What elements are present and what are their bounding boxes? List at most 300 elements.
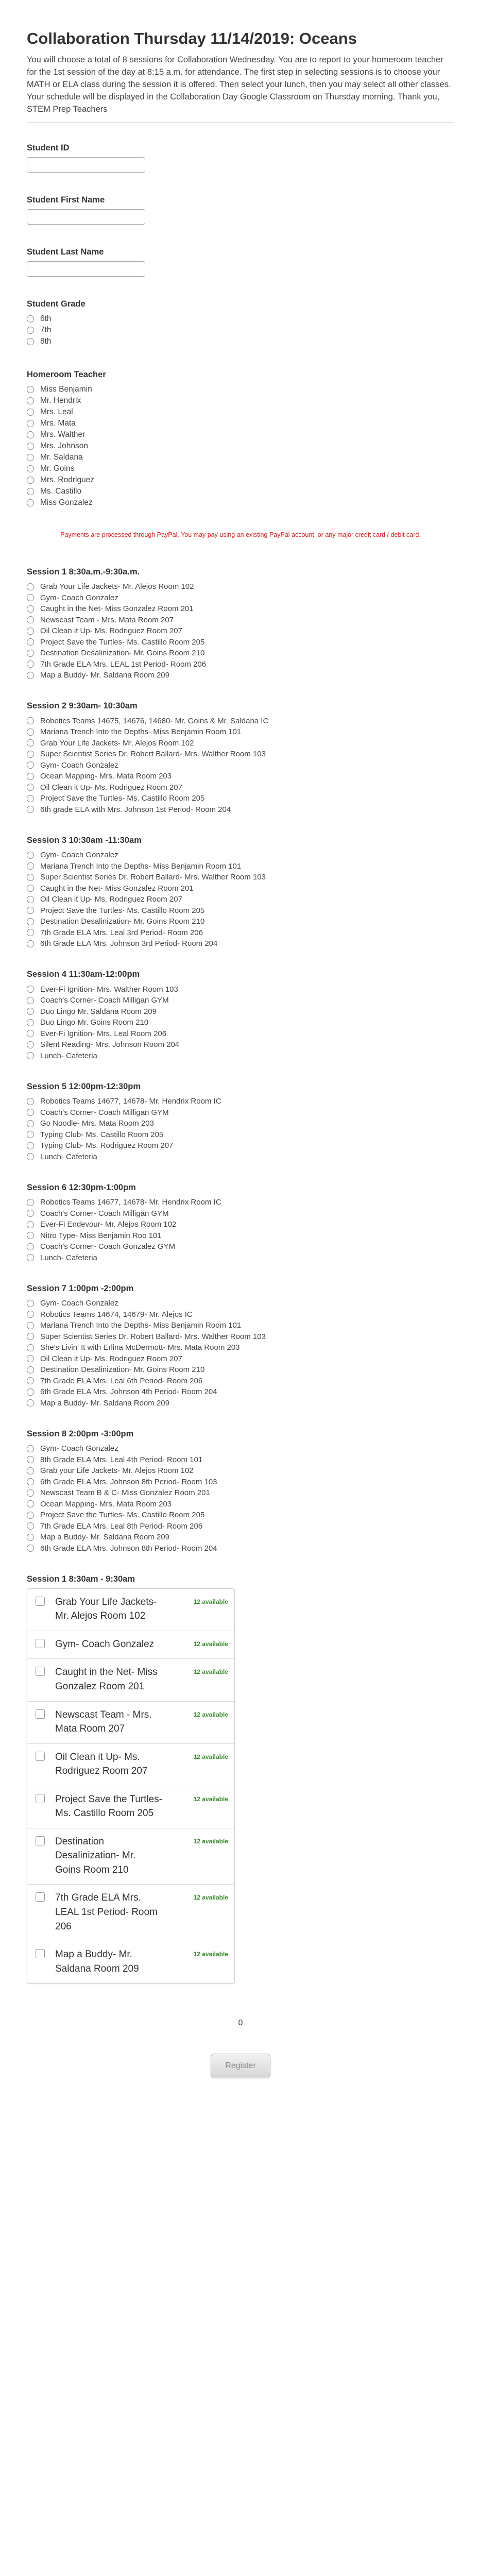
radio-button[interactable] bbox=[27, 761, 34, 769]
session-3-field bbox=[27, 836, 452, 950]
radio-option-label: 7th Grade ELA Mrs. Leal 6th Period- Room 206 bbox=[40, 1376, 203, 1385]
session-8-option[interactable] bbox=[27, 1476, 452, 1487]
session-8-option[interactable] bbox=[27, 1520, 452, 1532]
homeroom-option[interactable] bbox=[27, 486, 452, 497]
radio-option-label: Gym- Coach Gonzalez bbox=[40, 1299, 118, 1308]
radio-button[interactable] bbox=[27, 918, 34, 925]
card-option-label: Oil Clean it Up- Ms. Rodriguez Room 207 bbox=[55, 1751, 148, 1777]
radio-button[interactable] bbox=[27, 1366, 34, 1374]
radio-option-label: Coach's Corner- Coach Gonzalez GYM bbox=[40, 1242, 176, 1251]
radio-option-label: Map a Buddy- Mr. Saldana Room 209 bbox=[40, 1398, 169, 1408]
last-name-field bbox=[27, 247, 452, 277]
radio-button[interactable] bbox=[27, 1522, 34, 1530]
radio-option-label: Mariana Trench Into the Depths- Miss Benjamin Room 101 bbox=[40, 727, 242, 737]
radio-button[interactable] bbox=[27, 1153, 34, 1160]
checkbox[interactable] bbox=[36, 1709, 45, 1719]
radio-option-label: Grab Your Life Jackets- Mr. Alejos Room 102 bbox=[40, 582, 194, 591]
session-2-radio-group bbox=[27, 715, 452, 815]
homeroom-label: Homeroom Teacher bbox=[27, 369, 106, 379]
grade-option[interactable] bbox=[27, 325, 452, 336]
last-name-label: Student Last Name bbox=[27, 247, 104, 257]
radio-option-label: Newscast Team - Mrs. Mata Room 207 bbox=[40, 615, 174, 624]
radio-option-label: Miss Gonzalez bbox=[40, 498, 93, 507]
radio-button[interactable] bbox=[27, 420, 34, 427]
session-1-option[interactable] bbox=[27, 625, 452, 637]
radio-option-label: Ocean Mapping- Mrs. Mata Room 203 bbox=[40, 1499, 172, 1509]
radio-button[interactable] bbox=[27, 1243, 34, 1250]
radio-button[interactable] bbox=[27, 605, 34, 613]
session-1-radio-group bbox=[27, 581, 452, 681]
radio-option-label: Lunch- Cafeteria bbox=[40, 1152, 97, 1161]
grade-field bbox=[27, 299, 452, 347]
radio-option-label: She's Livin' It with Erlina McDermott- Mrs. Mata Room 203 bbox=[40, 1343, 240, 1352]
radio-button[interactable] bbox=[27, 397, 34, 404]
radio-option-label: Coach's Corner- Coach Milligan GYM bbox=[40, 996, 169, 1005]
register-button[interactable]: Register bbox=[211, 2054, 270, 2077]
radio-button[interactable] bbox=[27, 1333, 34, 1340]
radio-button[interactable] bbox=[27, 1120, 34, 1127]
session-1-option[interactable] bbox=[27, 581, 452, 592]
radio-button[interactable] bbox=[27, 1344, 34, 1351]
radio-button[interactable] bbox=[27, 862, 34, 870]
session-3-radio-group bbox=[27, 850, 452, 950]
session-3-option[interactable] bbox=[27, 894, 452, 905]
radio-option-label: Typing Club- Ms. Castillo Room 205 bbox=[40, 1130, 164, 1139]
grade-label: Student Grade bbox=[27, 299, 85, 309]
radio-button[interactable] bbox=[27, 443, 34, 450]
radio-option-label: 8th bbox=[40, 336, 52, 346]
session-option-card[interactable] bbox=[27, 1589, 234, 1631]
homeroom-option[interactable] bbox=[27, 440, 452, 452]
radio-option-label: Lunch- Cafeteria bbox=[40, 1051, 97, 1060]
radio-button[interactable] bbox=[27, 1142, 34, 1149]
radio-button[interactable] bbox=[27, 929, 34, 936]
radio-option-label: Project Save the Turtles- Ms. Castillo Room 205 bbox=[40, 637, 205, 647]
card-option-label: 7th Grade ELA Mrs. LEAL 1st Period- Room 206 bbox=[55, 1892, 158, 1932]
checkbox[interactable] bbox=[36, 1639, 45, 1648]
radio-button[interactable] bbox=[27, 806, 34, 813]
session-5-option[interactable] bbox=[27, 1096, 452, 1107]
radio-button[interactable] bbox=[27, 499, 34, 506]
availability-badge: 12 available bbox=[193, 1753, 228, 1760]
grade-option[interactable] bbox=[27, 336, 452, 347]
session-7-option[interactable] bbox=[27, 1386, 452, 1398]
homeroom-option[interactable] bbox=[27, 429, 452, 440]
session-option-card[interactable] bbox=[27, 1828, 234, 1885]
radio-button[interactable] bbox=[27, 1232, 34, 1239]
session-8-radio-group bbox=[27, 1443, 452, 1554]
session-5-label: Session 5 12:00pm-12:30pm bbox=[27, 1081, 141, 1091]
session-1-option[interactable] bbox=[27, 603, 452, 615]
radio-option-label: 8th Grade ELA Mrs. Leal 4th Period- Room 101 bbox=[40, 1455, 203, 1464]
radio-button[interactable] bbox=[27, 907, 34, 914]
session-8-option[interactable] bbox=[27, 1498, 452, 1510]
radio-button[interactable] bbox=[27, 409, 34, 416]
availability-badge: 12 available bbox=[193, 1951, 228, 1958]
availability-badge: 12 available bbox=[193, 1668, 228, 1676]
radio-button[interactable] bbox=[27, 1008, 34, 1015]
radio-button[interactable] bbox=[27, 338, 34, 345]
session-6-radio-group bbox=[27, 1197, 452, 1263]
form-description: You will choose a total of 8 sessions for Collaboration Wednesday. You are to report to your homeroom teacher for the 1st session of the day at 8:15 a.m. for attendance. The first step in selecting sessions is to choose your MATH or ELA class during the session it is offered. Then select your lunch, then you may select all other classes. Your schedule will be displayed in the Collaboration Day Google Classroom on Thursday morning. Thank you, STEM Prep Teachers bbox=[27, 55, 451, 114]
radio-button[interactable] bbox=[27, 454, 34, 461]
radio-option-label: Mariana Trench Into the Depths- Miss Benjamin Room 101 bbox=[40, 861, 242, 871]
radio-button[interactable] bbox=[27, 1300, 34, 1307]
radio-button[interactable] bbox=[27, 583, 34, 590]
radio-button[interactable] bbox=[27, 650, 34, 657]
session-6-option[interactable] bbox=[27, 1208, 452, 1219]
homeroom-option[interactable] bbox=[27, 474, 452, 486]
session-8-field bbox=[27, 1429, 452, 1554]
radio-button[interactable] bbox=[27, 997, 34, 1004]
radio-button[interactable] bbox=[27, 638, 34, 646]
session-8-label: Session 8 2:00pm -3:00pm bbox=[27, 1429, 134, 1438]
session-6-option[interactable] bbox=[27, 1241, 452, 1252]
grade-option[interactable] bbox=[27, 313, 452, 325]
session-1-label: Session 1 8:30a.m.-9:30a.m. bbox=[27, 567, 140, 577]
radio-button[interactable] bbox=[27, 728, 34, 736]
radio-option-label: Caught in the Net- Miss Gonzalez Room 201 bbox=[40, 884, 194, 893]
radio-button[interactable] bbox=[27, 1445, 34, 1452]
radio-button[interactable] bbox=[27, 986, 34, 993]
radio-button[interactable] bbox=[27, 874, 34, 881]
session-4-option[interactable] bbox=[27, 984, 452, 995]
session-2-option[interactable] bbox=[27, 759, 452, 771]
radio-option-label: 7th Grade ELA Mrs. Leal 8th Period- Room 206 bbox=[40, 1521, 203, 1531]
session-8-option[interactable] bbox=[27, 1465, 452, 1477]
radio-option-label: 6th bbox=[40, 314, 52, 323]
radio-option-label: Super Scientist Series Dr. Robert Ballard- Mrs. Walther Room 103 bbox=[40, 1332, 266, 1341]
checkbox[interactable] bbox=[36, 1836, 45, 1845]
radio-button[interactable] bbox=[27, 1019, 34, 1026]
session-4-option[interactable] bbox=[27, 1039, 452, 1050]
sessions-container bbox=[27, 567, 452, 1554]
session-6-label: Session 6 12:30pm-1:00pm bbox=[27, 1182, 136, 1192]
radio-button[interactable] bbox=[27, 1500, 34, 1507]
session-option-card[interactable] bbox=[27, 1941, 234, 1983]
radio-option-label: Ever-Fi Ignition- Mrs. Walther Room 103 bbox=[40, 985, 178, 994]
radio-button[interactable] bbox=[27, 1041, 34, 1048]
session-4-option[interactable] bbox=[27, 1028, 452, 1039]
radio-button[interactable] bbox=[27, 1534, 34, 1541]
session-5-option[interactable] bbox=[27, 1107, 452, 1118]
radio-button[interactable] bbox=[27, 594, 34, 601]
radio-button[interactable] bbox=[27, 795, 34, 802]
radio-option-label: 6th Grade ELA Mrs. Johnson 8th Period- Room 204 bbox=[40, 1544, 217, 1553]
radio-button[interactable] bbox=[27, 1377, 34, 1384]
session-7-option[interactable] bbox=[27, 1353, 452, 1364]
session-2-option[interactable] bbox=[27, 715, 452, 726]
radio-button[interactable] bbox=[27, 628, 34, 635]
session-option-card[interactable] bbox=[27, 1659, 234, 1701]
session-7-option[interactable] bbox=[27, 1342, 452, 1353]
radio-button[interactable] bbox=[27, 465, 34, 472]
session-3-label: Session 3 10:30am -11:30am bbox=[27, 835, 142, 845]
session-7-option[interactable] bbox=[27, 1364, 452, 1376]
divider bbox=[27, 122, 454, 123]
session-3-option[interactable] bbox=[27, 860, 452, 872]
session-6-option[interactable] bbox=[27, 1219, 452, 1230]
radio-button[interactable] bbox=[27, 1478, 34, 1485]
availability-badge: 12 available bbox=[193, 1795, 228, 1803]
checkbox[interactable] bbox=[36, 1892, 45, 1902]
radio-option-label: Map a Buddy- Mr. Saldana Room 209 bbox=[40, 1533, 169, 1542]
checkbox[interactable] bbox=[36, 1794, 45, 1803]
session-7-option[interactable] bbox=[27, 1375, 452, 1386]
session-5-option[interactable] bbox=[27, 1129, 452, 1140]
card-option-label: Newscast Team - Mrs. Mata Room 207 bbox=[55, 1709, 152, 1735]
radio-option-label: Grab Your Life Jackets- Mr. Alejos Room 102 bbox=[40, 738, 194, 748]
radio-option-label: Mrs. Rodriguez bbox=[40, 475, 95, 484]
radio-button[interactable] bbox=[27, 1355, 34, 1362]
radio-option-label: Gym- Coach Gonzalez bbox=[40, 851, 118, 860]
session-2-field bbox=[27, 701, 452, 815]
card-option-label: Project Save the Turtles- Ms. Castillo Room 205 bbox=[55, 1793, 163, 1819]
homeroom-option[interactable] bbox=[27, 406, 452, 418]
radio-option-label: Duo Lingo Mr. Saldana Room 209 bbox=[40, 1007, 157, 1016]
session-4-option[interactable] bbox=[27, 995, 452, 1006]
session-7-option[interactable] bbox=[27, 1331, 452, 1342]
radio-button[interactable] bbox=[27, 616, 34, 623]
session-7-option[interactable] bbox=[27, 1320, 452, 1331]
card-option-label: Grab Your Life Jackets- Mr. Alejos Room 102 bbox=[55, 1596, 157, 1622]
radio-button[interactable] bbox=[27, 784, 34, 791]
radio-button[interactable] bbox=[27, 1399, 34, 1406]
session-3-option[interactable] bbox=[27, 883, 452, 894]
radio-option-label: Ocean Mapping- Mrs. Mata Room 203 bbox=[40, 772, 172, 781]
homeroom-option[interactable] bbox=[27, 418, 452, 429]
session-option-card[interactable] bbox=[27, 1631, 234, 1659]
session-6-option[interactable] bbox=[27, 1230, 452, 1241]
radio-option-label: Robotics Teams 14675, 14676, 14680- Mr. Goins & Mr. Saldana IC bbox=[40, 716, 269, 725]
radio-button[interactable] bbox=[27, 1489, 34, 1497]
session-8-option[interactable] bbox=[27, 1543, 452, 1554]
session-1-option[interactable] bbox=[27, 658, 452, 670]
radio-option-label: Lunch- Cafeteria bbox=[40, 1253, 97, 1262]
session-2-option[interactable] bbox=[27, 782, 452, 793]
radio-button[interactable] bbox=[27, 751, 34, 758]
radio-button[interactable] bbox=[27, 1512, 34, 1519]
session-4-label: Session 4 11:30am-12:00pm bbox=[27, 970, 140, 979]
session-6-option[interactable] bbox=[27, 1252, 452, 1263]
session-4-option[interactable] bbox=[27, 1006, 452, 1017]
session-1-option[interactable] bbox=[27, 592, 452, 603]
session-5-option[interactable] bbox=[27, 1140, 452, 1151]
radio-option-label: Mrs. Mata bbox=[40, 418, 76, 428]
radio-option-label: Ms. Castillo bbox=[40, 486, 82, 496]
radio-button[interactable] bbox=[27, 327, 34, 334]
radio-button[interactable] bbox=[27, 1221, 34, 1228]
radio-option-label: 6th Grade ELA Mrs. Johnson 3rd Period- Room 204 bbox=[40, 939, 218, 948]
total-amount: 0 bbox=[238, 2019, 243, 2028]
session-8-option[interactable] bbox=[27, 1532, 452, 1543]
session-3-option[interactable] bbox=[27, 938, 452, 950]
radio-option-label: Oil Clean it Up- Ms. Rodriguez Room 207 bbox=[40, 626, 182, 636]
radio-option-label: 6th Grade ELA Mrs. Johnson 4th Period- Room 204 bbox=[40, 1387, 217, 1397]
session-2-option[interactable] bbox=[27, 793, 452, 804]
session-2-option[interactable] bbox=[27, 726, 452, 738]
radio-option-label: 7th Grade ELA Mrs. LEAL 1st Period- Room 206 bbox=[40, 659, 207, 669]
session-5-option[interactable] bbox=[27, 1118, 452, 1129]
first-name-label: Student First Name bbox=[27, 195, 105, 205]
session-7-option[interactable] bbox=[27, 1298, 452, 1309]
homeroom-option[interactable] bbox=[27, 463, 452, 474]
radio-option-label: Mrs. Leal bbox=[40, 407, 73, 416]
session-1-option[interactable] bbox=[27, 648, 452, 659]
radio-button[interactable] bbox=[27, 1545, 34, 1552]
radio-button[interactable] bbox=[27, 773, 34, 780]
session-8-option[interactable] bbox=[27, 1487, 452, 1499]
radio-button[interactable] bbox=[27, 1254, 34, 1261]
session-3-option[interactable] bbox=[27, 916, 452, 927]
radio-button[interactable] bbox=[27, 852, 34, 859]
session-1-option[interactable] bbox=[27, 670, 452, 681]
radio-button[interactable] bbox=[27, 739, 34, 747]
session-5-field bbox=[27, 1082, 452, 1162]
radio-button[interactable] bbox=[27, 1467, 34, 1475]
session-3-option[interactable] bbox=[27, 905, 452, 916]
radio-option-label: Project Save the Turtles- Ms. Castillo Room 205 bbox=[40, 906, 205, 915]
radio-button[interactable] bbox=[27, 896, 34, 903]
radio-option-label: Mrs. Walther bbox=[40, 430, 85, 439]
radio-button[interactable] bbox=[27, 1098, 34, 1105]
session-7-label: Session 7 1:00pm -2:00pm bbox=[27, 1283, 134, 1293]
radio-button[interactable] bbox=[27, 1311, 34, 1318]
radio-button[interactable] bbox=[27, 315, 34, 323]
radio-button[interactable] bbox=[27, 672, 34, 679]
radio-option-label: Super Scientist Series Dr. Robert Ballard- Mrs. Walther Room 103 bbox=[40, 750, 266, 759]
session-8-option[interactable] bbox=[27, 1443, 452, 1454]
session-3-option[interactable] bbox=[27, 927, 452, 938]
session-7-radio-group bbox=[27, 1298, 452, 1409]
session-1-card-list bbox=[27, 1588, 235, 1984]
availability-badge: 12 available bbox=[193, 1894, 228, 1902]
radio-option-label: Duo Lingo Mr. Goins Room 210 bbox=[40, 1018, 149, 1027]
session-8-option[interactable] bbox=[27, 1510, 452, 1521]
radio-option-label: Gym- Coach Gonzalez bbox=[40, 760, 118, 770]
homeroom-radio-group bbox=[27, 384, 452, 509]
radio-button[interactable] bbox=[27, 386, 34, 393]
session-4-radio-group bbox=[27, 984, 452, 1061]
session-8-option[interactable] bbox=[27, 1454, 452, 1465]
student-id-field bbox=[27, 143, 452, 173]
homeroom-option[interactable] bbox=[27, 384, 452, 395]
session-2-option[interactable] bbox=[27, 749, 452, 760]
session-3-option[interactable] bbox=[27, 850, 452, 861]
radio-button[interactable] bbox=[27, 1199, 34, 1206]
radio-button[interactable] bbox=[27, 1210, 34, 1217]
session-7-field bbox=[27, 1284, 452, 1409]
radio-button[interactable] bbox=[27, 1388, 34, 1396]
radio-option-label: Coach's Corner- Coach Milligan GYM bbox=[40, 1108, 169, 1117]
radio-button[interactable] bbox=[27, 885, 34, 892]
session-5-option[interactable] bbox=[27, 1151, 452, 1162]
session-2-option[interactable] bbox=[27, 737, 452, 749]
session-2-option[interactable] bbox=[27, 804, 452, 815]
radio-option-label: 7th bbox=[40, 325, 52, 334]
homeroom-option[interactable] bbox=[27, 452, 452, 463]
checkbox[interactable] bbox=[36, 1597, 45, 1606]
radio-button[interactable] bbox=[27, 1109, 34, 1116]
session-1-cards-field bbox=[27, 1574, 452, 1984]
radio-option-label: Robotics Teams 14677, 14678- Mr. Hendrix Room IC bbox=[40, 1097, 221, 1106]
student-id-input[interactable] bbox=[27, 157, 145, 173]
radio-option-label: Silent Reading- Mrs. Johnson Room 204 bbox=[40, 1040, 180, 1049]
card-option-label: Caught in the Net- Miss Gonzalez Room 201 bbox=[55, 1667, 158, 1692]
session-1-cards-label: Session 1 8:30am - 9:30am bbox=[27, 1574, 135, 1584]
session-option-card[interactable] bbox=[27, 1786, 234, 1828]
radio-button[interactable] bbox=[27, 1052, 34, 1059]
session-2-option[interactable] bbox=[27, 771, 452, 782]
session-4-option[interactable] bbox=[27, 1050, 452, 1061]
session-option-card[interactable] bbox=[27, 1702, 234, 1744]
submit-area bbox=[27, 2054, 454, 2077]
card-option-label: Map a Buddy- Mr. Saldana Room 209 bbox=[55, 1949, 139, 1974]
radio-option-label: Caught in the Net- Miss Gonzalez Room 201 bbox=[40, 604, 194, 614]
radio-option-label: Destination Desalinization- Mr. Goins Room 210 bbox=[40, 649, 205, 658]
radio-option-label: Robotics Teams 14674, 14679- Mr. Alejos IC bbox=[40, 1310, 193, 1319]
radio-button[interactable] bbox=[27, 660, 34, 668]
session-7-option[interactable] bbox=[27, 1397, 452, 1409]
session-5-radio-group bbox=[27, 1096, 452, 1162]
radio-button[interactable] bbox=[27, 1456, 34, 1463]
grade-radio-group bbox=[27, 313, 452, 347]
session-1-option[interactable] bbox=[27, 636, 452, 648]
radio-option-label: Mariana Trench Into the Depths- Miss Benjamin Room 101 bbox=[40, 1321, 242, 1330]
session-6-field bbox=[27, 1183, 452, 1263]
availability-badge: 12 available bbox=[193, 1598, 228, 1605]
card-option-label: Destination Desalinization- Mr. Goins Room 210 bbox=[55, 1836, 136, 1875]
session-3-option[interactable] bbox=[27, 872, 452, 883]
radio-option-label: 6th Grade ELA Mrs. Johnson 8th Period- Room 103 bbox=[40, 1477, 217, 1486]
session-6-option[interactable] bbox=[27, 1197, 452, 1208]
radio-button[interactable] bbox=[27, 717, 34, 724]
session-1-option[interactable] bbox=[27, 614, 452, 625]
radio-button[interactable] bbox=[27, 477, 34, 484]
radio-option-label: Oil Clean it Up- Ms. Rodriguez Room 207 bbox=[40, 783, 182, 792]
radio-option-label: Go Noodle- Mrs. Mata Room 203 bbox=[40, 1119, 154, 1128]
radio-button[interactable] bbox=[27, 1030, 34, 1037]
session-2-label: Session 2 9:30am- 10:30am bbox=[27, 701, 138, 711]
radio-option-label: Map a Buddy- Mr. Saldana Room 209 bbox=[40, 671, 169, 680]
radio-option-label: Destination Desalinization- Mr. Goins Room 210 bbox=[40, 1365, 205, 1375]
homeroom-field bbox=[27, 370, 452, 509]
session-option-card[interactable] bbox=[27, 1744, 234, 1786]
session-4-option[interactable] bbox=[27, 1017, 452, 1028]
session-option-card[interactable] bbox=[27, 1885, 234, 1941]
radio-option-label: Gym- Coach Gonzalez bbox=[40, 593, 118, 602]
checkbox[interactable] bbox=[36, 1949, 45, 1958]
radio-button[interactable] bbox=[27, 940, 34, 947]
radio-option-label: 7th Grade ELA Mrs. Leal 3rd Period- Room 206 bbox=[40, 928, 203, 937]
checkbox[interactable] bbox=[36, 1667, 45, 1676]
radio-button[interactable] bbox=[27, 431, 34, 438]
card-option-label: Gym- Coach Gonzalez bbox=[55, 1638, 155, 1650]
radio-option-label: Mr. Goins bbox=[40, 464, 75, 473]
radio-button[interactable] bbox=[27, 1322, 34, 1329]
radio-button[interactable] bbox=[27, 488, 34, 495]
last-name-input[interactable] bbox=[27, 261, 145, 277]
radio-option-label: Oil Clean it Up- Ms. Rodriguez Room 207 bbox=[40, 895, 182, 904]
radio-option-label: Project Save the Turtles- Ms. Castillo Room 205 bbox=[40, 794, 205, 803]
homeroom-option[interactable] bbox=[27, 497, 452, 509]
homeroom-option[interactable] bbox=[27, 395, 452, 406]
session-7-option[interactable] bbox=[27, 1309, 452, 1320]
checkbox[interactable] bbox=[36, 1752, 45, 1761]
radio-option-label: Project Save the Turtles- Ms. Castillo Room 205 bbox=[40, 1511, 205, 1520]
first-name-input[interactable] bbox=[27, 209, 145, 225]
radio-button[interactable] bbox=[27, 1131, 34, 1138]
